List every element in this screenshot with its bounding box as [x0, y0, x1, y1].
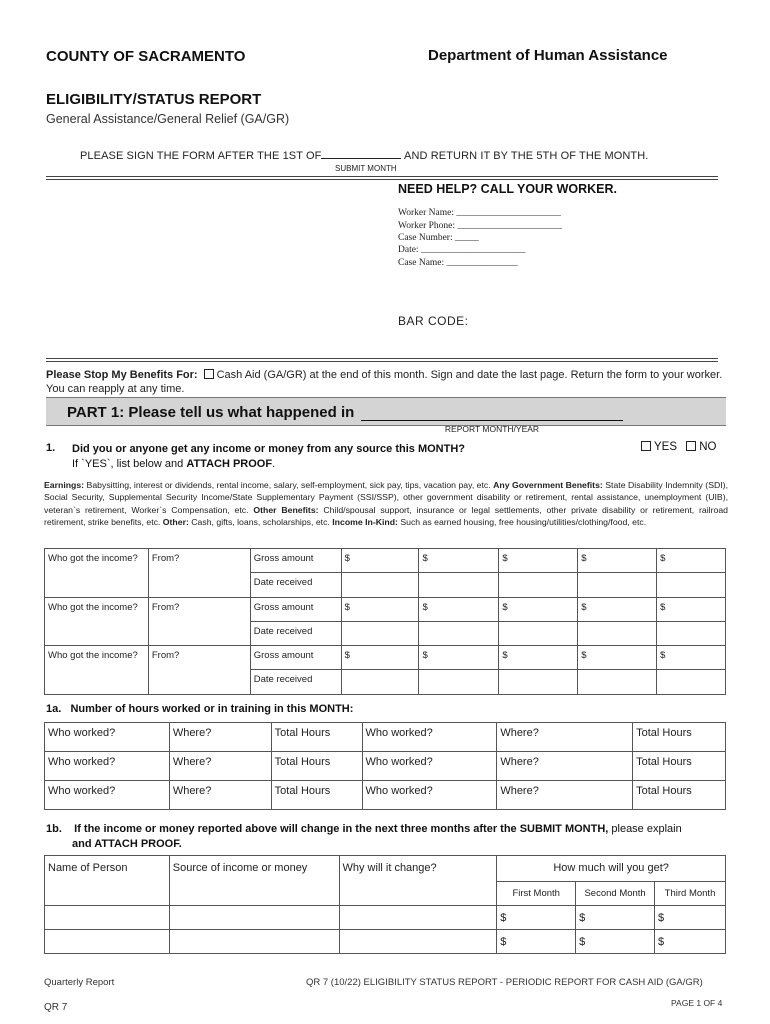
date-cell[interactable] — [341, 670, 419, 694]
form-title: ELIGIBILITY/STATUS REPORT — [46, 91, 262, 108]
amount-cell[interactable]: $ — [499, 597, 578, 621]
sign-instruction — [80, 149, 648, 162]
second-month-amount[interactable]: $ — [576, 930, 655, 954]
total-hours-cell[interactable]: Total Hours — [633, 752, 726, 781]
report-month-blank[interactable] — [361, 420, 623, 421]
income-from-cell[interactable]: From? — [148, 646, 250, 695]
q1a-number: 1a. — [46, 703, 62, 715]
where-cell[interactable]: Where? — [497, 723, 633, 752]
date-received-label: Date received — [250, 621, 341, 645]
col-how-much: How much will you get? — [497, 856, 726, 882]
gross-amount-label: Gross amount — [250, 646, 341, 670]
stop-benefits-label: Please Stop My Benefits For: — [46, 369, 198, 381]
q1-instruction-end: . — [272, 458, 276, 470]
where-cell[interactable]: Where? — [169, 723, 271, 752]
earnings-text: Babysitting, interest or dividends, rental income, salary, self-employment, sick pay, tips, vacation pay, etc. — [84, 480, 494, 490]
total-hours-cell[interactable]: Total Hours — [633, 781, 726, 810]
q1b-attach-proof: and ATTACH PROOF. — [72, 838, 182, 850]
page-number: PAGE 1 OF 4 — [671, 998, 723, 1008]
amount-cell[interactable]: $ — [419, 597, 499, 621]
date-cell[interactable] — [499, 670, 578, 694]
income-change-header — [45, 856, 726, 882]
need-help-heading: NEED HELP? CALL YOUR WORKER. — [398, 182, 617, 196]
gross-amount-label: Gross amount — [250, 597, 341, 621]
date-line: Date: ______________________ — [398, 245, 526, 255]
submit-month-blank[interactable] — [321, 149, 401, 159]
first-month-amount[interactable]: $ — [497, 906, 576, 930]
third-month-amount[interactable]: $ — [655, 930, 726, 954]
col-source-of-income: Source of income or money — [169, 856, 339, 906]
col-why-change: Why will it change? — [339, 856, 497, 906]
who-got-income-cell[interactable]: Who got the income? — [45, 597, 149, 646]
source-cell[interactable] — [169, 906, 339, 930]
income-table — [44, 548, 726, 695]
amount-cell[interactable]: $ — [578, 597, 657, 621]
barcode-label: BAR CODE: — [398, 314, 469, 328]
who-worked-cell[interactable]: Who worked? — [45, 723, 170, 752]
report-month-label: REPORT MONTH/YEAR — [444, 424, 540, 434]
total-hours-cell[interactable]: Total Hours — [633, 723, 726, 752]
col-second-month: Second Month — [576, 882, 655, 906]
who-got-income-cell[interactable]: Who got the income? — [45, 549, 149, 598]
where-cell[interactable]: Where? — [169, 752, 271, 781]
part1-title: PART 1: Please tell us what happened in — [67, 404, 355, 421]
amount-cell[interactable]: $ — [578, 646, 657, 670]
q1-instruction-text: If `YES`, list below and — [72, 458, 187, 470]
income-change-row — [45, 906, 726, 930]
date-cell[interactable] — [499, 621, 578, 645]
who-worked-cell[interactable]: Who worked? — [362, 723, 497, 752]
amount-cell[interactable]: $ — [419, 549, 499, 573]
who-worked-cell[interactable]: Who worked? — [45, 752, 170, 781]
q1b-heading — [46, 822, 726, 852]
amount-cell[interactable]: $ — [657, 549, 726, 573]
q1-instruction — [72, 457, 465, 472]
q1-yes-checkbox[interactable] — [641, 441, 651, 451]
form-subtitle: General Assistance/General Relief (GA/GR) — [46, 112, 290, 126]
amount-cell[interactable]: $ — [657, 597, 726, 621]
date-cell[interactable] — [657, 573, 726, 597]
income-row — [45, 646, 726, 670]
other-benefits-text: Child/spousal support, insurance or legal settlements, other private disability or retirement, railroad retirement, strike benefits, etc. — [44, 504, 728, 528]
date-cell[interactable] — [578, 621, 657, 645]
q1b-number: 1b. — [46, 823, 62, 835]
income-change-table — [44, 855, 726, 954]
income-in-kind-text: Such as earned housing, free housing/utilities/clothing/food, etc. — [397, 517, 647, 528]
divider — [46, 358, 718, 362]
other-benefits-label: Other Benefits: — [253, 504, 319, 515]
col-third-month: Third Month — [655, 882, 726, 906]
col-first-month: First Month — [497, 882, 576, 906]
gov-benefits-text: State Disability Indemnity (SDI), Social Security, Supplemental Security Income/State Supplementary Payment (SSI/SSP), other government disability or retirement, rental assistance, unemployment (UIB), veteran`s retirement, Worker`s Compensation, etc. — [44, 480, 728, 515]
amount-cell[interactable]: $ — [341, 646, 419, 670]
hours-table — [44, 722, 726, 810]
q1a-heading — [46, 703, 353, 715]
q1b-question: If the income or money reported above will change in the next three months after the SUBMIT MONTH, — [74, 823, 609, 835]
q1-no-label: NO — [699, 441, 717, 453]
first-month-amount[interactable]: $ — [497, 930, 576, 954]
q1-yes-label: YES — [654, 441, 678, 453]
amount-cell[interactable]: $ — [499, 549, 578, 573]
form-id: QR 7 — [44, 1002, 68, 1013]
gross-amount-label: Gross amount — [250, 549, 341, 573]
income-from-cell[interactable]: From? — [148, 549, 250, 598]
divider — [46, 176, 718, 180]
q1b-line-1 — [46, 822, 726, 837]
date-cell[interactable] — [419, 670, 499, 694]
case-name-line: Case Name: _______________ — [398, 258, 518, 268]
stop-benefits-text: Cash Aid (GA/GR) at the end of this month. Sign and date the last page. Return the form to your worker. You can reapply at any time. — [46, 369, 723, 395]
stop-benefits-section — [46, 368, 726, 396]
source-cell[interactable] — [169, 930, 339, 954]
total-hours-cell[interactable]: Total Hours — [271, 752, 362, 781]
income-row — [45, 549, 726, 573]
case-number-line: Case Number: _____ — [398, 233, 479, 243]
worker-phone-line: Worker Phone: ______________________ — [398, 221, 562, 231]
name-cell[interactable] — [45, 906, 170, 930]
hours-row — [45, 752, 726, 781]
income-change-row — [45, 930, 726, 954]
amount-cell[interactable]: $ — [499, 646, 578, 670]
date-cell[interactable] — [499, 573, 578, 597]
other-label: Other: — [162, 517, 189, 528]
date-cell[interactable] — [341, 621, 419, 645]
why-cell[interactable] — [339, 930, 497, 954]
q1-attach-proof: ATTACH PROOF — [186, 458, 273, 470]
col-name-of-person: Name of Person — [45, 856, 170, 906]
q1-yes-no — [641, 441, 716, 453]
why-cell[interactable] — [339, 906, 497, 930]
q1a-question: Number of hours worked or in training in this MONTH: — [70, 703, 354, 715]
hours-row — [45, 723, 726, 752]
date-cell[interactable] — [657, 670, 726, 694]
department-name: Department of Human Assistance — [428, 47, 668, 64]
date-received-label: Date received — [250, 573, 341, 597]
hours-row — [45, 781, 726, 810]
sign-instruction-after: AND RETURN IT BY THE 5TH OF THE MONTH. — [404, 150, 649, 162]
date-cell[interactable] — [419, 573, 499, 597]
who-worked-cell[interactable]: Who worked? — [362, 781, 497, 810]
date-cell[interactable] — [341, 573, 419, 597]
income-in-kind-label: Income In-Kind: — [332, 517, 398, 528]
where-cell[interactable]: Where? — [497, 781, 633, 810]
date-received-label: Date received — [250, 670, 341, 694]
footer-left: Quarterly Report — [44, 977, 115, 988]
stop-cash-aid-checkbox[interactable] — [204, 369, 214, 379]
income-from-cell[interactable]: From? — [148, 597, 250, 646]
amount-cell[interactable]: $ — [341, 597, 419, 621]
total-hours-cell[interactable]: Total Hours — [271, 781, 362, 810]
amount-cell[interactable]: $ — [578, 549, 657, 573]
amount-cell[interactable]: $ — [657, 646, 726, 670]
amount-cell[interactable]: $ — [419, 646, 499, 670]
earnings-description — [44, 479, 728, 529]
who-got-income-cell[interactable]: Who got the income? — [45, 646, 149, 695]
worker-name-line: Worker Name: ______________________ — [398, 208, 561, 218]
date-cell[interactable] — [578, 670, 657, 694]
earnings-label: Earnings: — [44, 480, 85, 490]
gov-benefits-label: Any Government Benefits: — [493, 480, 603, 490]
q1b-question-rest: please explain — [608, 823, 682, 835]
income-row — [45, 597, 726, 621]
other-text: Cash, gifts, loans, scholarships, etc. — [188, 517, 333, 528]
where-cell[interactable]: Where? — [169, 781, 271, 810]
q1-question-text: Did you or anyone get any income or money from any source this MONTH? — [72, 443, 466, 455]
where-cell[interactable]: Where? — [497, 752, 633, 781]
who-worked-cell[interactable]: Who worked? — [45, 781, 170, 810]
footer-form-title: QR 7 (10/22) ELIGIBILITY STATUS REPORT - PERIODIC REPORT FOR CASH AID (GA/GR) — [306, 977, 703, 988]
who-worked-cell[interactable]: Who worked? — [362, 752, 497, 781]
name-cell[interactable] — [45, 930, 170, 954]
third-month-amount[interactable]: $ — [655, 906, 726, 930]
submit-month-label: SUBMIT MONTH — [335, 164, 397, 173]
date-cell[interactable] — [419, 621, 499, 645]
county-name: COUNTY OF SACRAMENTO — [46, 48, 246, 65]
q1-number: 1. — [46, 442, 56, 454]
amount-cell[interactable]: $ — [341, 549, 419, 573]
sign-instruction-before: PLEASE SIGN THE FORM AFTER THE 1ST OF — [80, 150, 322, 162]
total-hours-cell[interactable]: Total Hours — [271, 723, 362, 752]
date-cell[interactable] — [657, 621, 726, 645]
date-cell[interactable] — [578, 573, 657, 597]
second-month-amount[interactable]: $ — [576, 906, 655, 930]
q1-question — [72, 442, 465, 472]
q1-no-checkbox[interactable] — [686, 441, 696, 451]
